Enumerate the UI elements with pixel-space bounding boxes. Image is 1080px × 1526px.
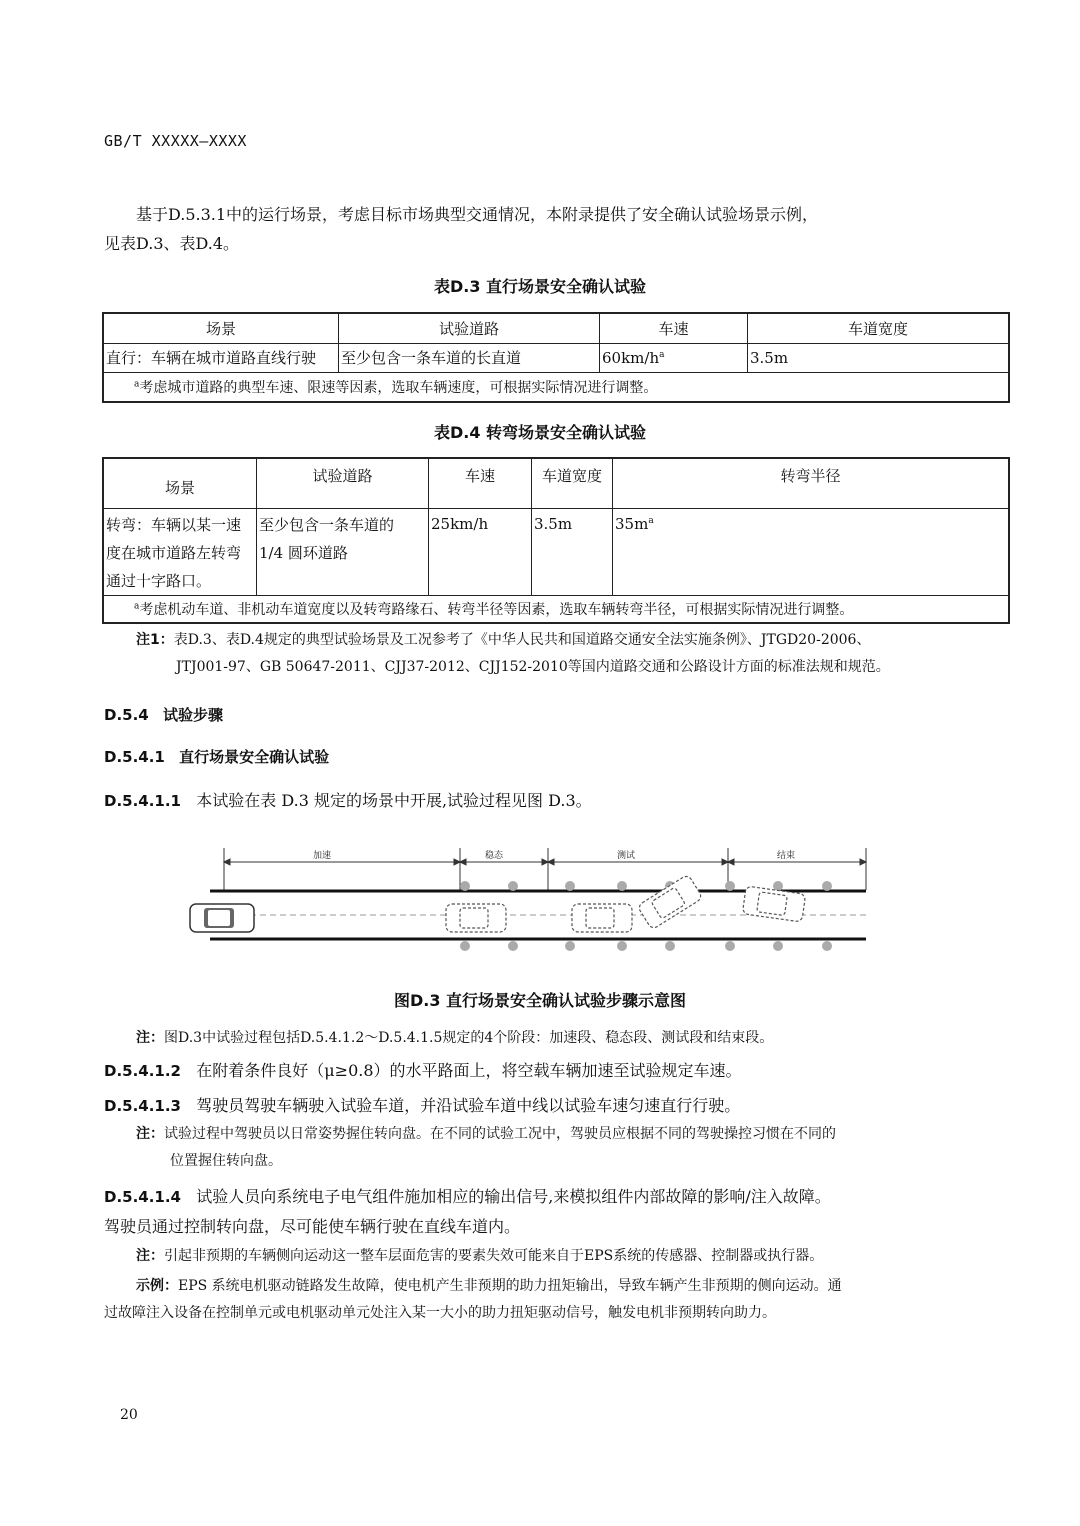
note-text: 引起非预期的车辆侧向运动这一整车层面危害的要素失效可能来自于EPS系统的传感器、控制器或执行器。	[164, 1248, 824, 1264]
clause-text: 本试验在表 D.3 规定的场景中开展,试验过程见图 D.3。	[196, 791, 592, 810]
section-title: 直行场景安全确认试验	[179, 748, 330, 766]
table-d3	[102, 312, 1010, 403]
note-c3	[136, 1121, 986, 1175]
clause-number: D.5.4.1.3	[104, 1097, 181, 1115]
clause-number: D.5.4.1.2	[104, 1062, 181, 1080]
table-d3-cell-scene: 直行：车辆在城市道路直线行驶	[103, 343, 339, 372]
table-d4	[102, 457, 1010, 624]
clause-number: D.5.4.1.4	[104, 1188, 181, 1206]
scene-line: 转弯：车辆以某一速	[106, 515, 242, 534]
section-d541-heading	[104, 746, 329, 767]
table-d4-cell-width: 3.5m	[532, 508, 613, 595]
table-d3-header: 场景	[103, 313, 339, 343]
road-line: 至少包含一条车道的	[259, 515, 395, 534]
note-text: JTJ001-97、GB 50647-2011、CJJ37-2012、CJJ152-2010等国内道路交通和公路设计方面的标准法规和规范。	[176, 659, 890, 675]
note-label: 注1：	[136, 632, 174, 648]
table-d4-cell-speed: 25km/h	[429, 508, 532, 595]
clause-d5411	[104, 788, 592, 811]
note-figure	[136, 1025, 773, 1052]
clause-d5413	[104, 1093, 740, 1116]
footnote-text: 考虑机动车道、非机动车道宽度以及转弯路缘石、转弯半径等因素，选取车辆转弯半径，可根据实际情况进行调整。	[139, 601, 854, 618]
clause-text: 驾驶员驾驶车辆驶入试验车道，并沿试验车道中线以试验车速匀速直行行驶。	[196, 1096, 741, 1115]
note-c4	[136, 1243, 823, 1270]
intro-line-2: 见表D.3、表D.4。	[104, 234, 240, 253]
example-block	[104, 1273, 984, 1327]
clause-text: 试验人员向系统电子电气组件施加相应的输出信号,来模拟组件内部故障的影响/注入故障。	[196, 1187, 831, 1206]
table-d3-cell-road: 至少包含一条车道的长直道	[339, 343, 600, 372]
footnote-mark: a	[134, 601, 140, 612]
table-d4-caption: 表D.4 转弯场景安全确认试验	[433, 423, 647, 442]
figure-d3	[180, 840, 880, 960]
section-d54-heading	[104, 704, 223, 725]
footnote-mark: a	[648, 515, 654, 526]
scene-line: 度在城市道路左转弯	[106, 543, 242, 562]
intro-line-1: 基于D.5.3.1中的运行场景，考虑目标市场典型交通情况，本附录提供了安全确认试验场景示例，	[136, 205, 819, 224]
section-title: 试验步骤	[163, 706, 224, 724]
speed-value: 60km/h	[602, 348, 660, 367]
table-d4-header: 车速	[429, 458, 532, 508]
table-d4-header: 转弯半径	[613, 458, 1010, 508]
phase-label: 测试	[616, 851, 636, 861]
note-label: 注：	[136, 1248, 164, 1264]
radius-value: 35m	[615, 514, 649, 533]
phase-label: 稳态	[484, 851, 504, 861]
car-test-icon	[572, 904, 632, 932]
clause-text: 驾驶员通过控制转向盘，尽可能使车辆行驶在直线车道内。	[104, 1217, 521, 1236]
note-label: 注：	[136, 1030, 164, 1046]
road-line: 1/4 圆环道路	[259, 543, 348, 562]
footnote-text: 考虑城市道路的典型车速、限速等因素，选取车辆速度，可根据实际情况进行调整。	[139, 379, 658, 396]
clause-text: 在附着条件良好（μ≥0.8）的水平路面上，将空载车辆加速至试验规定车速。	[196, 1061, 742, 1080]
footnote-mark: a	[659, 349, 665, 360]
table-d4-header: 试验道路	[257, 458, 429, 508]
table-d4-footnote	[103, 595, 1009, 623]
page-number: 20	[120, 1407, 138, 1423]
note-text: 表D.3、表D.4规定的典型试验场景及工况参考了《中华人民共和国道路交通安全法实施条例》、JTGD20-2006、	[173, 632, 871, 648]
example-text: 过故障注入设备在控制单元或电机驱动单元处注入某一大小的助力扭矩驱动信号，触发电机非预期转向助力。	[104, 1305, 776, 1321]
figure-d3-caption: 图D.3 直行场景安全确认试验步骤示意图	[393, 991, 687, 1010]
note-1	[136, 627, 996, 681]
section-number: D.5.4	[104, 706, 149, 724]
table-d3-header: 车速	[600, 313, 748, 343]
table-d4-cell-radius	[613, 508, 1010, 595]
table-d3-caption: 表D.3 直行场景安全确认试验	[433, 277, 647, 296]
document-header: GB/T XXXXX—XXXX	[104, 132, 247, 150]
example-text: EPS 系统电机驱动链路发生故障，使电机产生非预期的助力扭矩输出，导致车辆产生非预期的侧向运动。通	[178, 1278, 842, 1294]
clause-d5414	[104, 1182, 984, 1242]
clause-number: D.5.4.1.1	[104, 792, 181, 810]
note-text: 试验过程中驾驶员以日常姿势握住转向盘。在不同的试验工况中，驾驶员应根据不同的驾驶操控习惯在不同的	[164, 1126, 836, 1142]
table-d3-header: 车道宽度	[748, 313, 1010, 343]
table-d3-header: 试验道路	[339, 313, 600, 343]
table-d4-header: 场景	[103, 458, 257, 508]
phase-label: 加速	[312, 851, 332, 861]
clause-d5412	[104, 1058, 742, 1081]
scene-line: 通过十字路口。	[106, 571, 212, 590]
note-label: 注：	[136, 1126, 164, 1142]
car-steady-icon	[446, 904, 506, 932]
footnote-mark: a	[134, 379, 140, 390]
example-label: 示例：	[136, 1278, 178, 1294]
note-text: 位置握住转向盘。	[170, 1153, 282, 1169]
phase-label: 结束	[776, 851, 796, 861]
table-d3-cell-speed	[600, 343, 748, 372]
table-d3-cell-width: 3.5m	[748, 343, 1010, 372]
table-d4-header: 车道宽度	[532, 458, 613, 508]
car-start-icon	[190, 904, 254, 932]
table-d3-footnote	[103, 372, 1009, 402]
intro-paragraph	[104, 200, 976, 258]
table-d4-cell-road	[257, 508, 429, 595]
section-number: D.5.4.1	[104, 748, 165, 766]
table-d4-cell-scene	[103, 508, 257, 595]
note-text: 图D.3中试验过程包括D.5.4.1.2～D.5.4.1.5规定的4个阶段：加速段、稳态段、测试段和结束段。	[164, 1030, 774, 1046]
